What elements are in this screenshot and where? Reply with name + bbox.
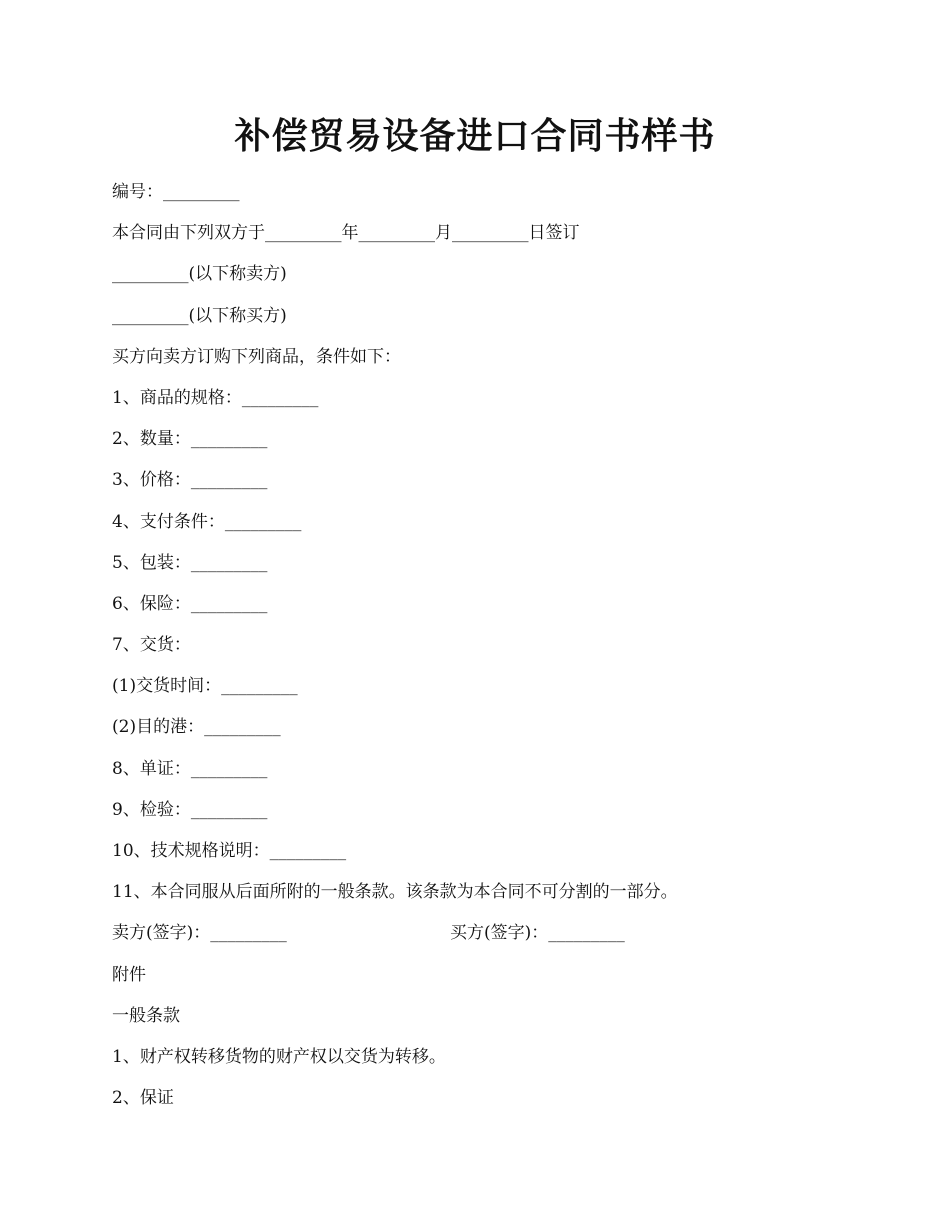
clause-specification: 1、商品的规格：_________ [112, 387, 319, 408]
contract-number-line: 编号：_________ [112, 182, 240, 202]
clause-documents: 8、单证：_________ [112, 758, 268, 779]
clause-insurance: 6、保险：_________ [112, 593, 268, 614]
seller-signature: 卖方(签字)：_________ [112, 923, 287, 944]
signing-date-line: 本合同由下列双方于_________年_________月_________日签订 [112, 223, 580, 244]
clause-delivery-time: (1)交货时间：_________ [112, 676, 298, 697]
signature-row [112, 918, 852, 959]
appendix-item-property: 1、财产权转移货物的财产权以交货为转移。 [112, 1046, 446, 1067]
clause-inspection: 9、检验：_________ [112, 799, 268, 820]
buyer-line: _________(以下称买方) [112, 305, 287, 326]
buyer-signature: 买方(签字)：_________ [450, 923, 625, 944]
clause-general-terms: 11、本合同服从后面所附的一般条款。该条款为本合同不可分割的一部分。 [112, 882, 678, 903]
clause-price: 3、价格：_________ [112, 470, 268, 491]
clause-quantity: 2、数量：_________ [112, 429, 268, 450]
clause-technical-spec: 10、技术规格说明：_________ [112, 841, 347, 861]
seller-line: _________(以下称卖方) [112, 264, 287, 285]
appendix-subheading: 一般条款 [112, 1005, 180, 1026]
clause-payment: 4、支付条件：_________ [112, 511, 302, 532]
clause-delivery: 7、交货： [112, 635, 191, 656]
appendix-item-guarantee: 2、保证 [112, 1088, 174, 1109]
clause-destination-port: (2)目的港：_________ [112, 717, 281, 738]
clause-packing: 5、包装：_________ [112, 552, 268, 573]
appendix-heading: 附件 [112, 964, 146, 985]
order-intro-line: 买方向卖方订购下列商品，条件如下： [112, 346, 401, 367]
document-title: 补偿贸易设备进口合同书样书 [234, 115, 716, 157]
contract-body [112, 177, 852, 1124]
